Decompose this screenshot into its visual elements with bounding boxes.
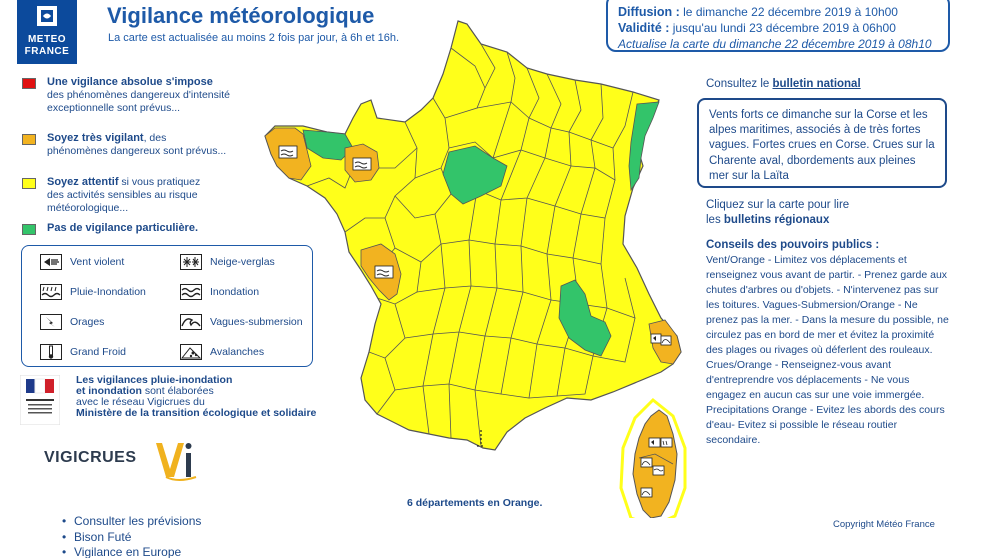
map-icon-wind-waves-alpes (651, 334, 671, 345)
phenomenon-rain-flood-label: Pluie-Inondation (70, 286, 146, 298)
regional-bulletins-line (706, 198, 952, 228)
legend-swatch-yellow (22, 178, 36, 189)
page-title: Vigilance météorologique (107, 3, 375, 28)
advice-body: Vent/Orange - Limitez vos déplacements et renseignez vous avant de partir. - Prenez garde aux chutes d'arbres ou d'objets. - N'intervenez pas sur les toitures. Vagues-Submersion/Orange - Ne prenez pas la mer. - Dans la mesure du possible, ne circulez pas en bord de mer et évitez la proximité des plages ou rivages où déferlent des rouleaux. Crues/Orange - Renseignez-vous avant d'entreprendre vos déplacements - Ne vous engagez en aucun cas sur une voie immergée. Precipitations Orange - Evitez les abords des cours d'eau- Evitez si possible le réseau routier secondaire. (706, 253, 949, 446)
marianne-logo-icon[interactable] (20, 375, 60, 425)
legend-item-yellow (20, 176, 260, 216)
legend-swatch-green (22, 224, 36, 235)
validite-label: Validité : (618, 21, 670, 35)
diffusion-label: Diffusion : (618, 5, 680, 19)
copyright-text: Copyright Météo France (833, 519, 935, 530)
ministry-line4: Ministère de la transition écologique et solidaire (76, 407, 317, 419)
legend-item-red (20, 76, 260, 126)
bulletin-prefix: Consultez le (706, 78, 773, 90)
bottom-links (74, 514, 201, 558)
legend-head-green: Pas de vigilance particulière. (47, 222, 199, 234)
regional-bulletins-link[interactable]: bulletins régionaux (723, 214, 830, 226)
validite-value: jusqu'au lundi 23 décembre 2019 à 06h00 (672, 21, 896, 35)
phenomenon-flood-label: Inondation (210, 286, 260, 298)
map-icon-flood-finistere (279, 146, 297, 158)
vigilance-map[interactable] (245, 18, 695, 518)
avalanche-icon (180, 344, 202, 360)
orange-departments-count: 6 départements en Orange. (407, 497, 543, 509)
diffusion-value: le dimanche 22 décembre 2019 à 10h00 (683, 5, 898, 19)
thunderstorm-icon (40, 314, 62, 330)
public-advice (706, 238, 952, 448)
rain-flood-icon (40, 284, 62, 300)
legend-head-orange-suffix: , des (143, 132, 167, 144)
mainland-france[interactable] (265, 21, 681, 450)
legend-item-green (20, 222, 260, 238)
link-vigilance-europe[interactable]: • Vigilance en Europe (74, 545, 201, 558)
corsica-island[interactable] (633, 410, 677, 518)
bulletin-national-line (706, 78, 952, 90)
map-icon-flood-morbihan (353, 158, 371, 170)
legend-head-yellow: Soyez attentif (47, 176, 119, 188)
wind-icon (40, 254, 62, 270)
flood-icon (180, 284, 202, 300)
link-consulter-previsions[interactable]: • Consulter les prévisions (74, 514, 201, 530)
meteo-france-mark-icon (37, 6, 57, 26)
page-subtitle: La carte est actualisée au moins 2 fois par jour, à 6h et 16h. (108, 32, 400, 44)
phenomenon-snow-label: Neige-verglas (210, 256, 275, 268)
legend-head-red: Une vigilance absolue s'impose (47, 76, 213, 88)
phenomenon-thunderstorm-label: Orages (70, 316, 105, 328)
phenomenon-avalanche-label: Avalanches (210, 346, 265, 358)
legend-text-yellow: des activités sensibles au risque météorologique... (47, 189, 198, 214)
regional-line1: Cliquez sur la carte pour lire (706, 199, 850, 211)
legend-text-orange: phénomènes dangereux sont prévus... (47, 145, 227, 157)
waves-submersion-icon (180, 314, 202, 330)
vigicrues-logo[interactable]: VIGICRUES (44, 449, 137, 466)
phenomenon-wind-label: Vent violent (70, 256, 125, 268)
phenomenon-waves-label: Vagues-submersion (210, 316, 303, 328)
legend-item-orange (20, 132, 260, 170)
map-icon-flood-charente (375, 266, 393, 278)
vi-logo-icon[interactable] (152, 437, 204, 483)
legend-text-red: des phénomènes dangereux d'intensité exceptionnelle sont prévus... (47, 89, 230, 114)
snow-ice-icon (180, 254, 202, 270)
summary-box: Vents forts ce dimanche sur la Corse et les alpes maritimes, associés à de très fortes vagues. Fortes crues en Corse. Crues sur la Charente aval, dbordements aux pleines mer sur la Laïta (697, 98, 947, 188)
ministry-line2-suffix: sont élaborées (141, 385, 214, 397)
logo-text-line2: FRANCE (24, 46, 70, 57)
legend-swatch-orange (22, 134, 36, 145)
meteo-france-logo[interactable] (17, 0, 77, 64)
legend-head-orange: Soyez très vigilant (47, 132, 144, 144)
ministry-line2: et inondation (76, 385, 142, 397)
ministry-line3: avec le réseau Vigicrues du (76, 396, 205, 408)
legend-swatch-red (22, 78, 36, 89)
legend-head-yellow-suffix: si vous pratiquez (118, 176, 201, 188)
logo-text-line1: METEO (27, 34, 67, 45)
bulletin-national-link[interactable]: bulletin national (772, 78, 861, 90)
ministry-line1: Les vigilances pluie-inondation (76, 374, 233, 386)
advice-title: Conseils des pouvoirs publics : (706, 239, 880, 251)
phenomenon-cold-label: Grand Froid (70, 346, 127, 358)
cold-thermometer-icon (40, 344, 62, 360)
link-bison-fute[interactable]: • Bison Futé (74, 530, 201, 546)
refresh-map-link[interactable]: Actualise la carte du dimanche 22 décembre 2019 à 08h10 (618, 37, 932, 51)
regional-prefix: les (706, 214, 724, 226)
